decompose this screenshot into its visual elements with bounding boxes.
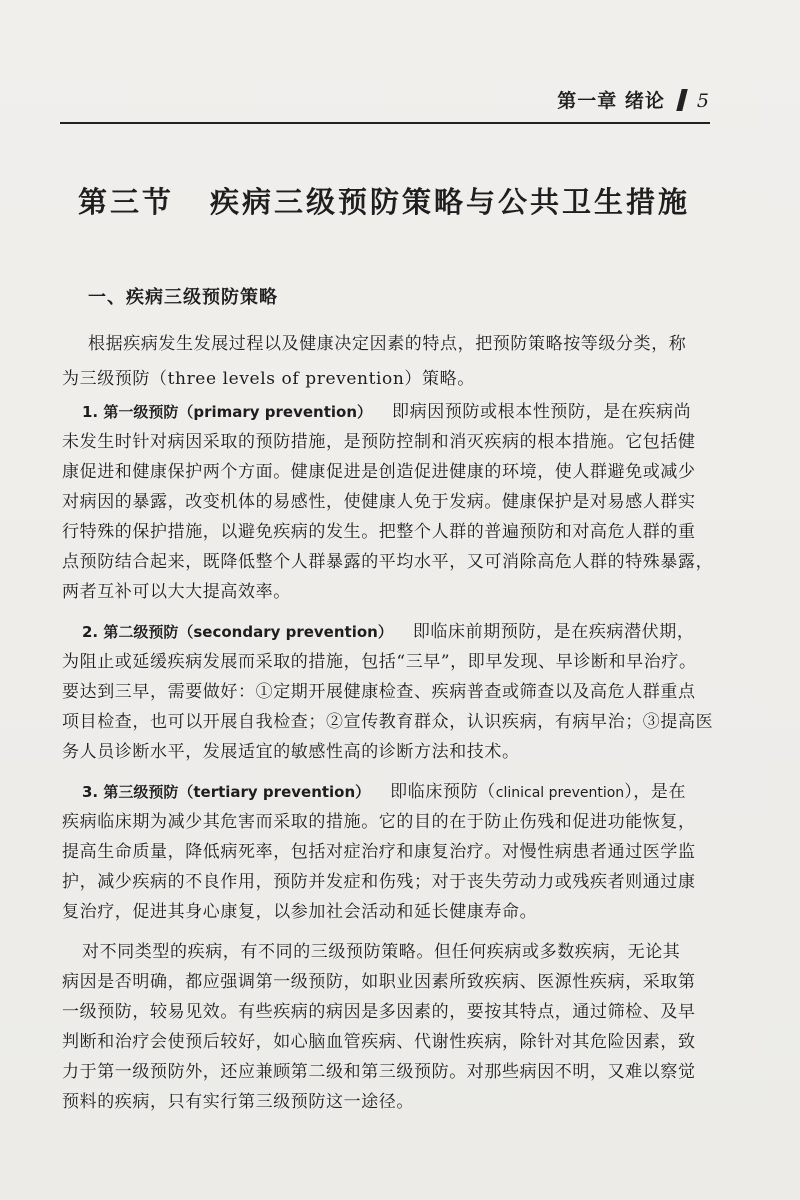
body-line: 疾病临床期为减少其危害而采取的措施。它的目的在于防止伤残和促进功能恢复， xyxy=(62,812,696,832)
body-line xyxy=(82,621,694,643)
body-line: 康促进和健康保护两个方面。健康促进是创造促进健康的环境，使人群避免或减少 xyxy=(62,462,696,482)
running-header-text xyxy=(557,86,710,113)
body-line xyxy=(82,781,686,804)
body-line: 对不同类型的疾病，有不同的三级预防策略。但任何疾病或多数疾病，无论其 xyxy=(82,942,681,962)
running-header xyxy=(60,82,710,124)
body-line: 预料的疾病，只有实行第三级预防这一途径。 xyxy=(62,1092,414,1112)
body-line: 要达到三早，需要做好：①定期开展健康检查、疾病普查或筛查以及高危人群重点 xyxy=(62,682,696,702)
body-line: 判断和治疗会使预后较好，如心脑血管疾病、代谢性疾病，除针对其危险因素，致 xyxy=(62,1032,696,1052)
body-line: 提高生命质量，降低病死率，包括对症治疗和康复治疗。对慢性病患者通过医学监 xyxy=(62,842,696,862)
item-heading-tertiary: 3. 第三级预防（tertiary prevention） xyxy=(82,783,371,801)
body-text: 即临床预防（ xyxy=(390,782,496,802)
body-line: 病因是否明确，都应强调第一级预防，如职业因素所致疾病、医源性疾病，采取第 xyxy=(62,972,696,992)
section-title xyxy=(78,180,690,221)
body-line xyxy=(82,401,691,423)
body-line: 务人员诊断水平，发展适宜的敏感性高的诊断方法和技术。 xyxy=(62,742,520,762)
item-heading-secondary: 2. 第二级预防（secondary prevention） xyxy=(82,623,393,641)
body-line: 为三级预防（three levels of prevention）策略。 xyxy=(62,369,475,389)
body-line: 护，减少疾病的不良作用，预防并发症和伤残；对于丧失劳动力或残疾者则通过康 xyxy=(62,872,696,892)
body-line: 一级预防，较易见效。有些疾病的病因是多因素的，要按其特点，通过筛检、及早 xyxy=(62,1002,696,1022)
body-line: 力于第一级预防外，还应兼顾第二级和第三级预防。对那些病因不明，又难以察觉 xyxy=(62,1062,696,1082)
header-separator-bar xyxy=(676,89,687,111)
section-title-text: 疾病三级预防策略与公共卫生措施 xyxy=(210,185,691,219)
body-line: 为阻止或延缓疾病发展而采取的措施，包括“三早”，即早发现、早诊断和早治疗。 xyxy=(62,652,697,672)
body-text-latin: clinical prevention xyxy=(495,785,625,801)
body-line: 项目检查，也可以开展自我检查；②宣传教育群众，认识疾病，有病早治；③提高医 xyxy=(62,712,714,732)
body-text: ），是在 xyxy=(624,782,687,802)
body-line: 复治疗，促进其身心康复，以参加社会活动和延长健康寿命。 xyxy=(62,902,538,922)
page-number: 5 xyxy=(696,90,710,112)
subsection-heading: 一、疾病三级预防策略 xyxy=(88,287,278,308)
body-text: 即病因预防或根本性预防，是在疾病尚 xyxy=(392,402,692,422)
chapter-title: 第一章 绪论 xyxy=(557,90,665,112)
body-line: 两者互补可以大大提高效率。 xyxy=(62,582,291,602)
body-line: 点预防结合起来，既降低整个人群暴露的平均水平，又可消除高危人群的特殊暴露， xyxy=(62,552,714,572)
section-number: 第三节 xyxy=(78,185,175,219)
body-line: 对病因的暴露，改变机体的易感性，使健康人免于发病。健康保护是对易感人群实 xyxy=(62,492,696,512)
item-heading-primary: 1. 第一级预防（primary prevention） xyxy=(82,403,373,421)
body-line: 行特殊的保护措施，以避免疾病的发生。把整个人群的普遍预防和对高危人群的重 xyxy=(62,522,696,542)
body-line: 根据疾病发生发展过程以及健康决定因素的特点，把预防策略按等级分类，称 xyxy=(88,334,687,354)
body-text: 即临床前期预防，是在疾病潜伏期， xyxy=(412,622,695,642)
body-line: 未发生时针对病因采取的预防措施，是预防控制和消灭疾病的根本措施。它包括健 xyxy=(62,432,696,452)
